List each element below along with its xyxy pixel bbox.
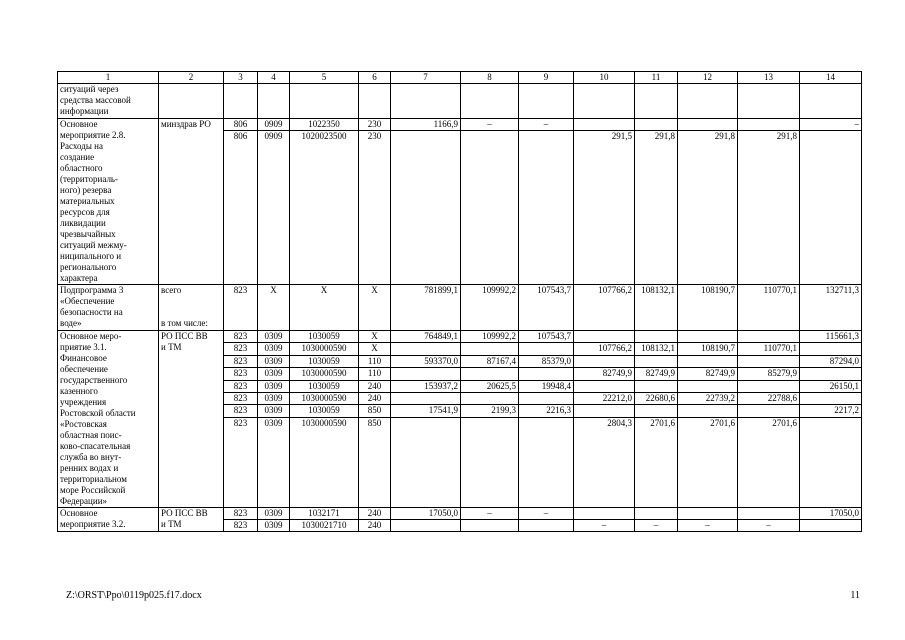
value-cell-c10: 291,5 <box>574 131 635 285</box>
value-cell-c6: 240 <box>359 380 391 392</box>
value-cell-c11: – <box>635 520 678 532</box>
value-cell-c12 <box>678 405 738 417</box>
value-cell-c4: 0309 <box>258 417 290 507</box>
value-cell-c11: 291,8 <box>635 131 678 285</box>
value-cell-c13: 291,8 <box>738 131 800 285</box>
value-cell-c14 <box>800 84 862 119</box>
program-name-line: Федерации» <box>60 496 108 506</box>
value-cell-c5: 1022350 <box>290 119 359 131</box>
executor-line: и ТМ <box>161 342 182 352</box>
column-number-header: 6 <box>359 72 391 84</box>
program-name-line: регионального <box>60 262 117 272</box>
program-name-line: казенного <box>60 386 98 396</box>
value-cell-c3: 823 <box>224 331 258 343</box>
value-cell-c11: 82749,9 <box>635 368 678 380</box>
value-cell-c12: 108190,7 <box>678 285 738 331</box>
value-cell-c8: 109992,2 <box>461 285 519 331</box>
value-cell-c3: 823 <box>224 355 258 367</box>
value-cell-c5: 1030000590 <box>290 343 359 355</box>
value-cell-c11: 108132,1 <box>635 343 678 355</box>
program-name-line: (территориаль- <box>60 174 119 184</box>
value-cell-c13 <box>738 331 800 343</box>
value-cell-c12 <box>678 380 738 392</box>
program-name-line: «Ростовская <box>60 419 107 429</box>
value-cell-c7 <box>391 417 461 507</box>
program-name-line: территориальном <box>60 474 127 484</box>
value-cell-c7: 593370,0 <box>391 355 461 367</box>
program-name-line: ситуаций через <box>60 84 119 94</box>
value-cell-c13: 22788,6 <box>738 393 800 405</box>
value-cell-c5: 1030059 <box>290 380 359 392</box>
value-cell-c9: 85379,0 <box>519 355 574 367</box>
value-cell-c12 <box>678 119 738 131</box>
value-cell-c11: 108132,1 <box>635 285 678 331</box>
value-cell-c9: – <box>519 119 574 131</box>
value-cell-c14 <box>800 520 862 532</box>
value-cell-c4: 0309 <box>258 393 290 405</box>
value-cell-c10: 22212,0 <box>574 393 635 405</box>
value-cell-c8 <box>461 520 519 532</box>
value-cell-c10 <box>574 355 635 367</box>
value-cell-c14: 17050,0 <box>800 508 862 520</box>
executor-cell <box>159 508 224 532</box>
value-cell-c10 <box>574 508 635 520</box>
executor-line: всего <box>161 285 182 295</box>
value-cell-c7 <box>391 520 461 532</box>
program-name-line: ликвидации <box>60 218 106 228</box>
program-name-cell <box>58 331 159 508</box>
program-name-line: Основное меро- <box>60 331 122 341</box>
table-row <box>58 285 862 331</box>
value-cell-c4: 0909 <box>258 131 290 285</box>
value-cell-c5: 1030000590 <box>290 417 359 507</box>
value-cell-c3: 823 <box>224 380 258 392</box>
program-name-line: ково-спасательная <box>60 441 131 451</box>
value-cell-c11: 2701,6 <box>635 417 678 507</box>
column-number-header: 2 <box>159 72 224 84</box>
value-cell-c14 <box>800 417 862 507</box>
value-cell-c10: 107766,2 <box>574 285 635 331</box>
value-cell-c6: X <box>359 331 391 343</box>
column-number-header: 10 <box>574 72 635 84</box>
executor-cell <box>159 285 224 331</box>
column-number-header: 11 <box>635 72 678 84</box>
value-cell-c12: 22739,2 <box>678 393 738 405</box>
program-name-line: ренних водах и <box>60 463 119 473</box>
value-cell-c8: 87167,4 <box>461 355 519 367</box>
value-cell-c4: 0909 <box>258 119 290 131</box>
program-name-line: Финансовое <box>60 353 107 363</box>
value-cell-c12: – <box>678 520 738 532</box>
program-name-line: ситуаций межму- <box>60 240 127 250</box>
value-cell-c7: 17541,9 <box>391 405 461 417</box>
value-cell-c14 <box>800 393 862 405</box>
value-cell-c12: 291,8 <box>678 131 738 285</box>
program-name-line: характера <box>60 273 98 283</box>
executor-cell <box>159 119 224 285</box>
value-cell-c13 <box>738 405 800 417</box>
value-cell-c12: 82749,9 <box>678 368 738 380</box>
value-cell-c9 <box>519 393 574 405</box>
value-cell-c4: 0309 <box>258 355 290 367</box>
value-cell-c8: 109992,2 <box>461 331 519 343</box>
value-cell-c4: 0309 <box>258 368 290 380</box>
value-cell-c14: 2217,2 <box>800 405 862 417</box>
value-cell-c4: 0309 <box>258 508 290 520</box>
value-cell-c11 <box>635 84 678 119</box>
value-cell-c4: 0309 <box>258 520 290 532</box>
value-cell-c3: 823 <box>224 343 258 355</box>
value-cell-c14: 87294,0 <box>800 355 862 367</box>
value-cell-c12: 108190,7 <box>678 343 738 355</box>
footer-file-path: Z:\ORST\Ppo\0119p025.f17.docx <box>66 590 202 601</box>
table-row <box>58 119 862 131</box>
program-name-line: областного <box>60 163 103 173</box>
value-cell-c4 <box>258 84 290 119</box>
program-name-line: безопасности на <box>60 307 123 317</box>
value-cell-c3: 823 <box>224 285 258 331</box>
column-number-header: 3 <box>224 72 258 84</box>
value-cell-c13 <box>738 119 800 131</box>
value-cell-c13: – <box>738 520 800 532</box>
program-name-line: Основное <box>60 119 98 129</box>
value-cell-c14: – <box>800 119 862 131</box>
value-cell-c3: 823 <box>224 508 258 520</box>
table-row <box>58 508 862 520</box>
executor-line: РО ПСС ВВ <box>161 508 208 518</box>
program-name-line: информации <box>60 106 109 116</box>
value-cell-c6: 240 <box>359 393 391 405</box>
value-cell-c7 <box>391 368 461 380</box>
value-cell-c6: 230 <box>359 119 391 131</box>
executor-line: РО ПСС ВВ <box>161 331 208 341</box>
value-cell-c14: 26150,1 <box>800 380 862 392</box>
value-cell-c4: 0309 <box>258 331 290 343</box>
value-cell-c7: 1166,9 <box>391 119 461 131</box>
executor-line: минздрав РО <box>161 119 211 129</box>
value-cell-c10: – <box>574 520 635 532</box>
program-name-line: Основное <box>60 508 98 518</box>
budget-table <box>57 71 862 532</box>
program-name-line: воде» <box>60 318 82 328</box>
value-cell-c7 <box>391 131 461 285</box>
column-number-header: 1 <box>58 72 159 84</box>
value-cell-c12 <box>678 508 738 520</box>
column-number-header: 13 <box>738 72 800 84</box>
program-name-line: учреждения <box>60 397 107 407</box>
program-name-line: ресурсов для <box>60 207 110 217</box>
value-cell-c5: 1030059 <box>290 331 359 343</box>
value-cell-c10: 2804,3 <box>574 417 635 507</box>
table-header-row <box>58 72 862 84</box>
value-cell-c9 <box>519 417 574 507</box>
value-cell-c6 <box>359 84 391 119</box>
program-name-line: Расходы на <box>60 141 103 151</box>
value-cell-c8 <box>461 131 519 285</box>
column-number-header: 12 <box>678 72 738 84</box>
value-cell-c9 <box>519 368 574 380</box>
value-cell-c5: 1032171 <box>290 508 359 520</box>
value-cell-c10 <box>574 405 635 417</box>
value-cell-c14 <box>800 343 862 355</box>
value-cell-c7 <box>391 393 461 405</box>
value-cell-c10: 107766,2 <box>574 343 635 355</box>
value-cell-c12 <box>678 84 738 119</box>
value-cell-c11 <box>635 405 678 417</box>
program-name-line: средства массовой <box>60 95 131 105</box>
value-cell-c13: 85279,9 <box>738 368 800 380</box>
value-cell-c13 <box>738 380 800 392</box>
program-name-line: чрезвычайных <box>60 229 116 239</box>
value-cell-c9 <box>519 84 574 119</box>
value-cell-c11 <box>635 508 678 520</box>
value-cell-c13: 2701,6 <box>738 417 800 507</box>
program-name-line: материальных <box>60 196 115 206</box>
value-cell-c9 <box>519 343 574 355</box>
value-cell-c3: 823 <box>224 417 258 507</box>
value-cell-c6: 110 <box>359 355 391 367</box>
value-cell-c5: 1030000590 <box>290 393 359 405</box>
value-cell-c6: 850 <box>359 405 391 417</box>
value-cell-c12 <box>678 331 738 343</box>
value-cell-c4: 0309 <box>258 405 290 417</box>
program-name-line: мероприятие 2.8. <box>60 130 126 140</box>
value-cell-c3: 806 <box>224 119 258 131</box>
value-cell-c13 <box>738 84 800 119</box>
value-cell-c13 <box>738 355 800 367</box>
program-name-line: государственного <box>60 375 128 385</box>
executor-line <box>161 307 221 318</box>
value-cell-c9: 107543,7 <box>519 285 574 331</box>
value-cell-c9 <box>519 131 574 285</box>
value-cell-c13: 110770,1 <box>738 343 800 355</box>
value-cell-c3: 823 <box>224 368 258 380</box>
value-cell-c5: 1030000590 <box>290 368 359 380</box>
column-number-header: 7 <box>391 72 461 84</box>
value-cell-c5: X <box>290 285 359 331</box>
value-cell-c9: 107543,7 <box>519 331 574 343</box>
table-row <box>58 331 862 343</box>
value-cell-c7: 17050,0 <box>391 508 461 520</box>
program-name-line: создание <box>60 152 95 162</box>
value-cell-c7: 781899,1 <box>391 285 461 331</box>
value-cell-c11 <box>635 119 678 131</box>
value-cell-c14 <box>800 368 862 380</box>
executor-cell <box>159 331 224 508</box>
column-number-header: 4 <box>258 72 290 84</box>
executor-line: и ТМ <box>161 519 182 529</box>
program-name-line: Ростовской области <box>60 408 136 418</box>
value-cell-c8: – <box>461 119 519 131</box>
value-cell-c6: 240 <box>359 520 391 532</box>
value-cell-c14 <box>800 131 862 285</box>
value-cell-c9: 2216,3 <box>519 405 574 417</box>
value-cell-c10: 82749,9 <box>574 368 635 380</box>
value-cell-c11: 22680,6 <box>635 393 678 405</box>
program-name-line: ниципального и <box>60 251 122 261</box>
value-cell-c6: X <box>359 285 391 331</box>
value-cell-c5: 1020023500 <box>290 131 359 285</box>
value-cell-c10 <box>574 84 635 119</box>
value-cell-c3: 823 <box>224 393 258 405</box>
value-cell-c10 <box>574 331 635 343</box>
value-cell-c8 <box>461 343 519 355</box>
value-cell-c6: X <box>359 343 391 355</box>
program-name-cell <box>58 508 159 532</box>
value-cell-c11 <box>635 355 678 367</box>
value-cell-c4: 0309 <box>258 343 290 355</box>
value-cell-c8: 20625,5 <box>461 380 519 392</box>
value-cell-c13 <box>738 508 800 520</box>
program-name-line: приятие 3.1. <box>60 342 107 352</box>
program-name-line: мероприятие 3.2. <box>60 519 126 529</box>
executor-line: в том числе: <box>161 318 208 328</box>
value-cell-c7: 764849,1 <box>391 331 461 343</box>
program-name-cell <box>58 119 159 285</box>
value-cell-c8: 2199,3 <box>461 405 519 417</box>
footer-page-number: 11 <box>850 590 860 601</box>
value-cell-c7 <box>391 84 461 119</box>
table-row <box>58 84 862 119</box>
value-cell-c4: X <box>258 285 290 331</box>
value-cell-c5: 1030059 <box>290 355 359 367</box>
value-cell-c13: 110770,1 <box>738 285 800 331</box>
program-name-line: «Обеспечение <box>60 296 115 306</box>
value-cell-c9 <box>519 520 574 532</box>
value-cell-c3: 823 <box>224 405 258 417</box>
executor-line <box>161 296 221 307</box>
column-number-header: 5 <box>290 72 359 84</box>
value-cell-c8 <box>461 368 519 380</box>
value-cell-c7 <box>391 343 461 355</box>
program-name-line: ного) резерва <box>60 185 112 195</box>
program-name-line: обеспечение <box>60 364 108 374</box>
value-cell-c6: 850 <box>359 417 391 507</box>
value-cell-c3: 823 <box>224 520 258 532</box>
column-number-header: 9 <box>519 72 574 84</box>
value-cell-c8 <box>461 393 519 405</box>
program-name-cell <box>58 84 159 119</box>
value-cell-c10 <box>574 380 635 392</box>
program-name-cell <box>58 285 159 331</box>
value-cell-c9: – <box>519 508 574 520</box>
value-cell-c8 <box>461 417 519 507</box>
value-cell-c6: 110 <box>359 368 391 380</box>
value-cell-c12 <box>678 355 738 367</box>
program-name-line: море Российской <box>60 485 126 495</box>
value-cell-c3: 806 <box>224 131 258 285</box>
value-cell-c7: 153937,2 <box>391 380 461 392</box>
program-name-line: Подпрограмма 3 <box>60 285 124 295</box>
column-number-header: 14 <box>800 72 862 84</box>
value-cell-c14: 132711,3 <box>800 285 862 331</box>
value-cell-c5: 1030021710 <box>290 520 359 532</box>
value-cell-c4: 0309 <box>258 380 290 392</box>
executor-cell <box>159 84 224 119</box>
value-cell-c5: 1030059 <box>290 405 359 417</box>
value-cell-c8: – <box>461 508 519 520</box>
value-cell-c9: 19948,4 <box>519 380 574 392</box>
value-cell-c6: 230 <box>359 131 391 285</box>
value-cell-c8 <box>461 84 519 119</box>
value-cell-c12: 2701,6 <box>678 417 738 507</box>
value-cell-c11 <box>635 380 678 392</box>
value-cell-c6: 240 <box>359 508 391 520</box>
value-cell-c5 <box>290 84 359 119</box>
value-cell-c11 <box>635 331 678 343</box>
value-cell-c10 <box>574 119 635 131</box>
program-name-line: служба во внут- <box>60 452 122 462</box>
value-cell-c3 <box>224 84 258 119</box>
value-cell-c14: 115661,3 <box>800 331 862 343</box>
program-name-line: областная поис- <box>60 430 122 440</box>
column-number-header: 8 <box>461 72 519 84</box>
